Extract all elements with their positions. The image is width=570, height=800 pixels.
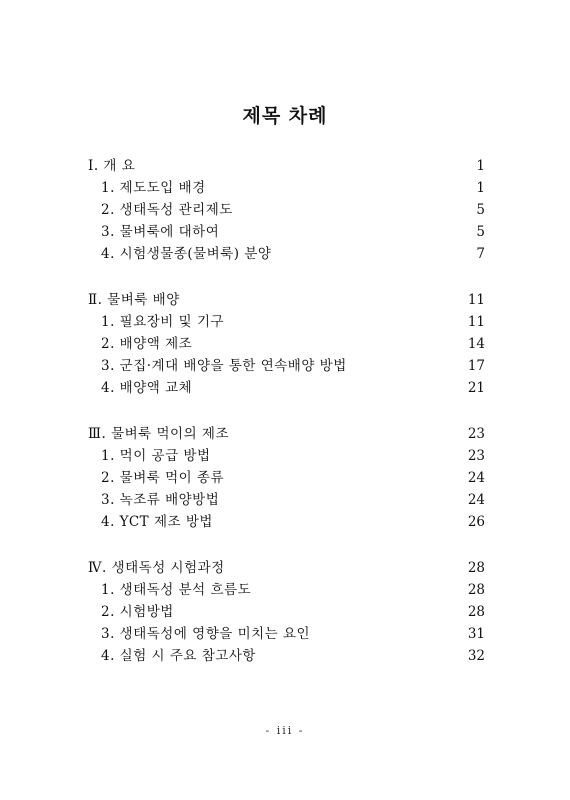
toc-entry-label: 3. 물벼룩에 대하여 [101,224,220,240]
toc-page-number: 31 [467,626,485,642]
toc-page-number: 17 [467,358,485,374]
toc-entry[interactable] [88,645,485,667]
toc-page-number: 1 [476,180,485,196]
toc-entry-label: 2. 배양액 제조 [101,336,193,352]
toc-entry-label: 1. 제도도입 배경 [101,180,206,196]
toc-page-number: 1 [476,158,485,174]
toc-entry-label: 4. 시험생물종(물벼룩) 분양 [101,246,272,262]
toc-page-number: 32 [467,648,485,664]
toc-page-number: 26 [467,514,485,530]
toc-entry-label: 4. 배양액 교체 [101,380,193,396]
toc-entry-label: 2. 시험방법 [101,604,174,620]
toc-page-number: 5 [476,224,485,240]
toc-heading-label: Ⅲ. 물벼룩 먹이의 제조 [88,426,230,442]
table-of-contents [88,155,485,691]
toc-entry-label: 2. 물벼룩 먹이 종류 [101,470,225,486]
toc-entry-label: 1. 필요장비 및 기구 [101,314,225,330]
toc-entry[interactable] [88,177,485,199]
toc-entry-label: 3. 녹조류 배양방법 [101,492,220,508]
toc-page-number: 28 [467,560,485,576]
toc-entry[interactable] [88,199,485,221]
toc-entry-label: 3. 군집·계대 배양을 통한 연속배양 방법 [101,358,347,374]
toc-page-number: 11 [467,314,485,330]
toc-page-number: 14 [467,336,485,352]
toc-entry[interactable] [88,511,485,533]
toc-entry-label: 1. 먹이 공급 방법 [101,448,211,464]
toc-page-number: 5 [476,202,485,218]
toc-page-number: 24 [467,470,485,486]
toc-section-1 [88,155,485,265]
toc-entry[interactable] [88,377,485,399]
toc-entry[interactable] [88,445,485,467]
toc-entry[interactable] [88,243,485,265]
toc-entry[interactable] [88,467,485,489]
toc-entry-label: 4. YCT 제조 방법 [101,514,213,530]
toc-heading-label: Ⅰ. 개 요 [88,158,136,174]
toc-section-heading[interactable] [88,289,485,311]
toc-entry-label: 2. 생태독성 관리제도 [101,202,233,218]
toc-page-number: 21 [467,380,485,396]
toc-page-number: 23 [467,448,485,464]
toc-entry[interactable] [88,489,485,511]
toc-section-heading[interactable] [88,423,485,445]
toc-heading-label: Ⅳ. 생태독성 시험과정 [88,560,225,576]
toc-entry-label: 4. 실험 시 주요 참고사항 [101,648,256,664]
toc-entry-label: 1. 생태독성 분석 흐름도 [101,582,252,598]
toc-section-3 [88,423,485,533]
toc-entry[interactable] [88,579,485,601]
page-number-footer: - iii - [265,724,305,737]
toc-heading-label: Ⅱ. 물벼룩 배양 [88,292,180,308]
toc-entry[interactable] [88,333,485,355]
toc-page-number: 28 [467,604,485,620]
toc-entry[interactable] [88,355,485,377]
toc-section-heading[interactable] [88,155,485,177]
toc-entry[interactable] [88,221,485,243]
toc-section-4 [88,557,485,667]
toc-entry[interactable] [88,623,485,645]
toc-entry[interactable] [88,311,485,333]
toc-page-number: 28 [467,582,485,598]
toc-page-number: 23 [467,426,485,442]
page-title: 제목 차례 [242,105,328,127]
toc-section-2 [88,289,485,399]
toc-section-heading[interactable] [88,557,485,579]
toc-page-number: 7 [476,246,485,262]
toc-page-number: 24 [467,492,485,508]
toc-page-number: 11 [467,292,485,308]
toc-entry[interactable] [88,601,485,623]
toc-entry-label: 3. 생태독성에 영향을 미치는 요인 [101,626,311,642]
